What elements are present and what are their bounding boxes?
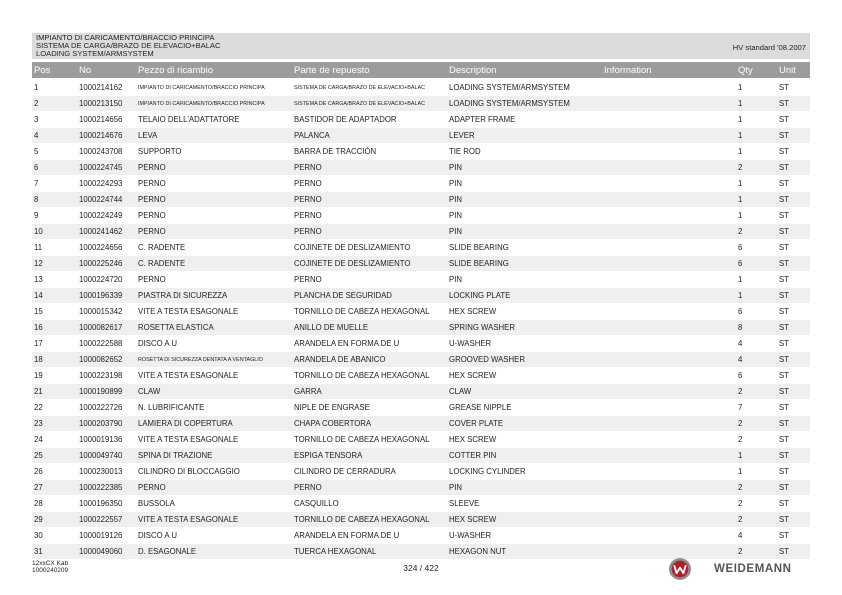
table-row bbox=[32, 384, 810, 400]
cell-spanish: BARRA DE TRACCIÓN bbox=[294, 147, 377, 156]
cell-pos: 24 bbox=[34, 435, 43, 444]
cell-spanish: COJINETE DE DESLIZAMIENTO bbox=[294, 259, 411, 268]
cell-pos: 26 bbox=[34, 467, 43, 476]
cell-spanish: TORNILLO DE CABEZA HEXAGONAL bbox=[294, 307, 430, 316]
cell-spanish: ARANDELA EN FORMA DE U bbox=[294, 531, 400, 540]
cell-pos: 28 bbox=[34, 499, 43, 508]
cell-italian: N. LUBRIFICANTE bbox=[138, 403, 205, 412]
cell-pos: 4 bbox=[34, 131, 39, 140]
cell-spanish: PERNO bbox=[294, 163, 322, 172]
cell-italian: CLAW bbox=[138, 387, 161, 396]
table-row bbox=[32, 176, 810, 192]
cell-pos: 2 bbox=[34, 99, 39, 108]
cell-description: GREASE NIPPLE bbox=[449, 403, 512, 412]
document-header bbox=[32, 33, 810, 59]
cell-description: LOADING SYSTEM/ARMSYSTEM bbox=[449, 83, 570, 92]
table-row bbox=[32, 512, 810, 528]
cell-qty: 1 bbox=[738, 291, 743, 300]
cell-italian: ROSETTA ELASTICA bbox=[138, 323, 214, 332]
cell-pos: 5 bbox=[34, 147, 39, 156]
cell-part-number: 1000019126 bbox=[79, 531, 123, 540]
cell-spanish: SISTEMA DE CARGA/BRAZO DE ELEVACIO+BALAC bbox=[294, 84, 425, 91]
cell-part-number: 1000213150 bbox=[79, 99, 123, 108]
table-row bbox=[32, 432, 810, 448]
cell-part-number: 1000243708 bbox=[79, 147, 123, 156]
cell-pos: 30 bbox=[34, 531, 43, 540]
cell-pos: 21 bbox=[34, 387, 43, 396]
table-row bbox=[32, 224, 810, 240]
cell-italian: CILINDRO DI BLOCCAGGIO bbox=[138, 467, 240, 476]
parts-table-body bbox=[32, 80, 810, 560]
cell-italian: C. RADENTE bbox=[138, 259, 186, 268]
cell-unit: ST bbox=[779, 483, 789, 492]
cell-part-number: 1000190899 bbox=[79, 387, 123, 396]
cell-unit: ST bbox=[779, 531, 789, 540]
cell-qty: 2 bbox=[738, 547, 743, 556]
cell-italian: PERNO bbox=[138, 227, 166, 236]
cell-unit: ST bbox=[779, 115, 789, 124]
title-english: LOADING SYSTEM/ARMSYSTEM bbox=[36, 49, 154, 59]
cell-italian: PERNO bbox=[138, 195, 166, 204]
cell-italian: PERNO bbox=[138, 179, 166, 188]
cell-unit: ST bbox=[779, 163, 789, 172]
cell-italian: VITE A TESTA ESAGONALE bbox=[138, 307, 239, 316]
cell-qty: 7 bbox=[738, 403, 743, 412]
cell-qty: 4 bbox=[738, 531, 743, 540]
cell-spanish: COJINETE DE DESLIZAMIENTO bbox=[294, 243, 411, 252]
cell-italian: PERNO bbox=[138, 163, 166, 172]
cell-part-number: 1000230013 bbox=[79, 467, 123, 476]
cell-description: SLIDE BEARING bbox=[449, 243, 509, 252]
cell-part-number: 1000222385 bbox=[79, 483, 123, 492]
column-italian: Pezzo di ricambio bbox=[138, 65, 213, 76]
cell-pos: 11 bbox=[34, 243, 43, 252]
cell-spanish: CASQUILLO bbox=[294, 499, 339, 508]
cell-unit: ST bbox=[779, 243, 789, 252]
cell-spanish: TORNILLO DE CABEZA HEXAGONAL bbox=[294, 515, 430, 524]
cell-part-number: 1000214676 bbox=[79, 131, 123, 140]
cell-unit: ST bbox=[779, 211, 789, 220]
cell-pos: 23 bbox=[34, 419, 43, 428]
cell-spanish: PERNO bbox=[294, 483, 322, 492]
table-row bbox=[32, 288, 810, 304]
cell-part-number: 1000015342 bbox=[79, 307, 123, 316]
cell-unit: ST bbox=[779, 371, 789, 380]
table-column-header bbox=[32, 62, 810, 78]
cell-unit: ST bbox=[779, 259, 789, 268]
table-row bbox=[32, 304, 810, 320]
cell-spanish: ESPIGA TENSORA bbox=[294, 451, 363, 460]
cell-part-number: 1000241462 bbox=[79, 227, 123, 236]
cell-pos: 27 bbox=[34, 483, 43, 492]
cell-part-number: 1000049060 bbox=[79, 547, 123, 556]
cell-description: GROOVED WASHER bbox=[449, 355, 525, 364]
cell-italian: DISCO A U bbox=[138, 531, 177, 540]
cell-description: HEX SCREW bbox=[449, 515, 497, 524]
cell-part-number: 1000224249 bbox=[79, 211, 123, 220]
cell-spanish: TORNILLO DE CABEZA HEXAGONAL bbox=[294, 371, 430, 380]
standard-label: HV standard '08.2007 bbox=[732, 43, 806, 52]
cell-part-number: 1000222557 bbox=[79, 515, 123, 524]
cell-pos: 17 bbox=[34, 339, 43, 348]
cell-description: PIN bbox=[449, 179, 462, 188]
cell-spanish: TUERCA HEXAGONAL bbox=[294, 547, 377, 556]
cell-qty: 1 bbox=[738, 131, 743, 140]
table-row bbox=[32, 448, 810, 464]
table-row bbox=[32, 368, 810, 384]
table-row bbox=[32, 352, 810, 368]
cell-spanish: PLANCHA DE SEGURIDAD bbox=[294, 291, 392, 300]
cell-description: HEX SCREW bbox=[449, 307, 497, 316]
cell-pos: 10 bbox=[34, 227, 43, 236]
cell-qty: 1 bbox=[738, 99, 743, 108]
cell-italian: VITE A TESTA ESAGONALE bbox=[138, 435, 239, 444]
cell-spanish: TORNILLO DE CABEZA HEXAGONAL bbox=[294, 435, 430, 444]
cell-pos: 3 bbox=[34, 115, 39, 124]
cell-description: PIN bbox=[449, 195, 462, 204]
cell-unit: ST bbox=[779, 355, 789, 364]
cell-spanish: PERNO bbox=[294, 195, 322, 204]
cell-qty: 8 bbox=[738, 323, 743, 332]
cell-spanish: PALANCA bbox=[294, 131, 330, 140]
cell-description: PIN bbox=[449, 275, 462, 284]
cell-italian: BUSSOLA bbox=[138, 499, 175, 508]
cell-italian: LEVA bbox=[138, 131, 158, 140]
cell-description: PIN bbox=[449, 211, 462, 220]
cell-unit: ST bbox=[779, 179, 789, 188]
cell-italian: IMPIANTO DI CARICAMENTO/BRACCIO PRINCIPA bbox=[138, 100, 265, 107]
cell-part-number: 1000225246 bbox=[79, 259, 123, 268]
cell-spanish: GARRA bbox=[294, 387, 322, 396]
cell-pos: 31 bbox=[34, 547, 43, 556]
cell-pos: 9 bbox=[34, 211, 39, 220]
cell-qty: 1 bbox=[738, 211, 743, 220]
cell-pos: 19 bbox=[34, 371, 43, 380]
cell-part-number: 1000019136 bbox=[79, 435, 123, 444]
column-unit: Unit bbox=[779, 65, 796, 76]
cell-description: COVER PLATE bbox=[449, 419, 504, 428]
cell-qty: 2 bbox=[738, 483, 743, 492]
cell-unit: ST bbox=[779, 227, 789, 236]
table-row bbox=[32, 480, 810, 496]
cell-part-number: 1000222588 bbox=[79, 339, 123, 348]
cell-qty: 2 bbox=[738, 515, 743, 524]
cell-unit: ST bbox=[779, 323, 789, 332]
cell-pos: 15 bbox=[34, 307, 43, 316]
cell-qty: 1 bbox=[738, 451, 743, 460]
table-row bbox=[32, 272, 810, 288]
cell-description: HEX SCREW bbox=[449, 371, 497, 380]
cell-part-number: 1000224744 bbox=[79, 195, 123, 204]
cell-qty: 2 bbox=[738, 387, 743, 396]
cell-unit: ST bbox=[779, 435, 789, 444]
cell-italian: SUPPORTO bbox=[138, 147, 182, 156]
cell-description: SLEEVE bbox=[449, 499, 480, 508]
column-description: Description bbox=[449, 65, 497, 76]
cell-qty: 1 bbox=[738, 147, 743, 156]
cell-description: PIN bbox=[449, 483, 462, 492]
cell-pos: 22 bbox=[34, 403, 43, 412]
column-spanish: Parte de repuesto bbox=[294, 65, 370, 76]
cell-spanish: SISTEMA DE CARGA/BRAZO DE ELEVACIO+BALAC bbox=[294, 100, 425, 107]
cell-description: HEX SCREW bbox=[449, 435, 497, 444]
cell-italian: PERNO bbox=[138, 211, 166, 220]
cell-description: PIN bbox=[449, 227, 462, 236]
cell-spanish: PERNO bbox=[294, 275, 322, 284]
table-row bbox=[32, 496, 810, 512]
cell-italian: PERNO bbox=[138, 483, 166, 492]
cell-part-number: 1000224293 bbox=[79, 179, 123, 188]
title-spanish: SISTEMA DE CARGA/BRAZO DE ELEVACIO+BALAC bbox=[36, 41, 221, 51]
brand-wordmark: WEIDEMANN bbox=[714, 563, 792, 575]
cell-pos: 13 bbox=[34, 275, 43, 284]
cell-spanish: BASTIDOR DE ADAPTADOR bbox=[294, 115, 397, 124]
cell-pos: 25 bbox=[34, 451, 43, 460]
cell-description: COTTER PIN bbox=[449, 451, 497, 460]
cell-part-number: 1000196339 bbox=[79, 291, 123, 300]
header-titles bbox=[36, 34, 220, 59]
table-row bbox=[32, 464, 810, 480]
cell-qty: 2 bbox=[738, 419, 743, 428]
cell-italian: D. ESAGONALE bbox=[138, 547, 197, 556]
cell-pos: 14 bbox=[34, 291, 43, 300]
cell-unit: ST bbox=[779, 547, 789, 556]
cell-italian: PERNO bbox=[138, 275, 166, 284]
cell-description: TIE ROD bbox=[449, 147, 481, 156]
cell-part-number: 1000082617 bbox=[79, 323, 123, 332]
table-row bbox=[32, 192, 810, 208]
cell-unit: ST bbox=[779, 195, 789, 204]
cell-description: CLAW bbox=[449, 387, 472, 396]
cell-qty: 1 bbox=[738, 83, 743, 92]
cell-spanish: CHAPA COBERTORA bbox=[294, 419, 372, 428]
cell-part-number: 1000214656 bbox=[79, 115, 123, 124]
weidemann-w-logo-icon bbox=[668, 557, 692, 581]
cell-unit: ST bbox=[779, 515, 789, 524]
cell-qty: 1 bbox=[738, 467, 743, 476]
cell-unit: ST bbox=[779, 307, 789, 316]
cell-unit: ST bbox=[779, 467, 789, 476]
title-italian: IMPIANTO DI CARICAMENTO/BRACCIO PRINCIPA bbox=[36, 33, 215, 42]
cell-part-number: 1000203790 bbox=[79, 419, 123, 428]
cell-qty: 2 bbox=[738, 227, 743, 236]
cell-part-number: 1000224720 bbox=[79, 275, 123, 284]
cell-description: HEXAGON NUT bbox=[449, 547, 507, 556]
cell-italian: DISCO A U bbox=[138, 339, 177, 348]
cell-pos: 1 bbox=[34, 83, 39, 92]
footer-model: 12xxCX Kab bbox=[32, 560, 69, 567]
table-row bbox=[32, 80, 810, 96]
cell-qty: 1 bbox=[738, 195, 743, 204]
cell-italian: IMPIANTO DI CARICAMENTO/BRACCIO PRINCIPA bbox=[138, 84, 265, 91]
cell-qty: 1 bbox=[738, 275, 743, 284]
cell-pos: 8 bbox=[34, 195, 39, 204]
table-row bbox=[32, 128, 810, 144]
cell-description: U-WASHER bbox=[449, 339, 492, 348]
cell-spanish: ANILLO DE MUELLE bbox=[294, 323, 369, 332]
cell-description: LEVER bbox=[449, 131, 475, 140]
cell-italian: TELAIO DELL'ADATTATORE bbox=[138, 115, 240, 124]
table-row bbox=[32, 256, 810, 272]
cell-unit: ST bbox=[779, 403, 789, 412]
table-row bbox=[32, 208, 810, 224]
cell-part-number: 1000214162 bbox=[79, 83, 123, 92]
cell-unit: ST bbox=[779, 387, 789, 396]
cell-pos: 12 bbox=[34, 259, 43, 268]
cell-description: LOADING SYSTEM/ARMSYSTEM bbox=[449, 99, 570, 108]
cell-pos: 7 bbox=[34, 179, 39, 188]
table-row bbox=[32, 160, 810, 176]
cell-unit: ST bbox=[779, 291, 789, 300]
table-row bbox=[32, 528, 810, 544]
cell-spanish: PERNO bbox=[294, 179, 322, 188]
cell-spanish: ARANDELA EN FORMA DE U bbox=[294, 339, 400, 348]
cell-description: SLIDE BEARING bbox=[449, 259, 509, 268]
cell-unit: ST bbox=[779, 339, 789, 348]
cell-qty: 4 bbox=[738, 339, 743, 348]
cell-qty: 6 bbox=[738, 307, 743, 316]
cell-description: LOCKING PLATE bbox=[449, 291, 511, 300]
table-row bbox=[32, 336, 810, 352]
cell-part-number: 1000223198 bbox=[79, 371, 123, 380]
cell-description: U-WASHER bbox=[449, 531, 492, 540]
cell-qty: 2 bbox=[738, 435, 743, 444]
cell-part-number: 1000196350 bbox=[79, 499, 123, 508]
footer-doc-number: 1000240209 bbox=[32, 567, 69, 574]
cell-unit: ST bbox=[779, 499, 789, 508]
cell-pos: 29 bbox=[34, 515, 43, 524]
column-information: Information bbox=[604, 65, 652, 76]
cell-description: ADAPTER FRAME bbox=[449, 115, 516, 124]
table-row bbox=[32, 144, 810, 160]
cell-italian: C. RADENTE bbox=[138, 243, 186, 252]
page-number: 324 / 422 bbox=[403, 563, 439, 573]
cell-unit: ST bbox=[779, 147, 789, 156]
cell-pos: 16 bbox=[34, 323, 43, 332]
column-qty: Qty bbox=[738, 65, 753, 76]
cell-spanish: NIPLE DE ENGRASE bbox=[294, 403, 370, 412]
cell-unit: ST bbox=[779, 275, 789, 284]
cell-italian: LAMIERA DI COPERTURA bbox=[138, 419, 233, 428]
cell-italian: VITE A TESTA ESAGONALE bbox=[138, 371, 239, 380]
cell-description: SPRING WASHER bbox=[449, 323, 515, 332]
cell-qty: 4 bbox=[738, 355, 743, 364]
cell-qty: 6 bbox=[738, 371, 743, 380]
cell-spanish: CILINDRO DE CERRADURA bbox=[294, 467, 396, 476]
cell-pos: 18 bbox=[34, 355, 43, 364]
cell-italian: PIASTRA DI SICUREZZA bbox=[138, 291, 228, 300]
cell-unit: ST bbox=[779, 419, 789, 428]
cell-unit: ST bbox=[779, 99, 789, 108]
table-row bbox=[32, 544, 810, 560]
table-row bbox=[32, 416, 810, 432]
cell-italian: SPINA DI TRAZIONE bbox=[138, 451, 213, 460]
table-row bbox=[32, 112, 810, 128]
cell-unit: ST bbox=[779, 451, 789, 460]
cell-italian: ROSETTA DI SICUREZZA DENTATA A VENTAGLIO bbox=[138, 356, 263, 363]
cell-part-number: 1000049740 bbox=[79, 451, 123, 460]
cell-pos: 6 bbox=[34, 163, 39, 172]
cell-qty: 2 bbox=[738, 499, 743, 508]
cell-qty: 2 bbox=[738, 163, 743, 172]
table-row bbox=[32, 240, 810, 256]
cell-part-number: 1000222726 bbox=[79, 403, 123, 412]
cell-part-number: 1000224745 bbox=[79, 163, 123, 172]
cell-unit: ST bbox=[779, 131, 789, 140]
table-row bbox=[32, 400, 810, 416]
cell-spanish: ARANDELA DE ABANICO bbox=[294, 355, 386, 364]
cell-qty: 1 bbox=[738, 115, 743, 124]
column-pos: Pos bbox=[34, 65, 51, 76]
cell-spanish: PERNO bbox=[294, 211, 322, 220]
column-no: No bbox=[79, 65, 92, 76]
table-row bbox=[32, 96, 810, 112]
cell-italian: VITE A TESTA ESAGONALE bbox=[138, 515, 239, 524]
cell-description: PIN bbox=[449, 163, 462, 172]
cell-qty: 1 bbox=[738, 179, 743, 188]
cell-qty: 6 bbox=[738, 259, 743, 268]
cell-part-number: 1000224656 bbox=[79, 243, 123, 252]
cell-qty: 6 bbox=[738, 243, 743, 252]
table-row bbox=[32, 320, 810, 336]
cell-spanish: PERNO bbox=[294, 227, 322, 236]
cell-unit: ST bbox=[779, 83, 789, 92]
cell-description: LOCKING CYLINDER bbox=[449, 467, 526, 476]
cell-part-number: 1000082652 bbox=[79, 355, 123, 364]
